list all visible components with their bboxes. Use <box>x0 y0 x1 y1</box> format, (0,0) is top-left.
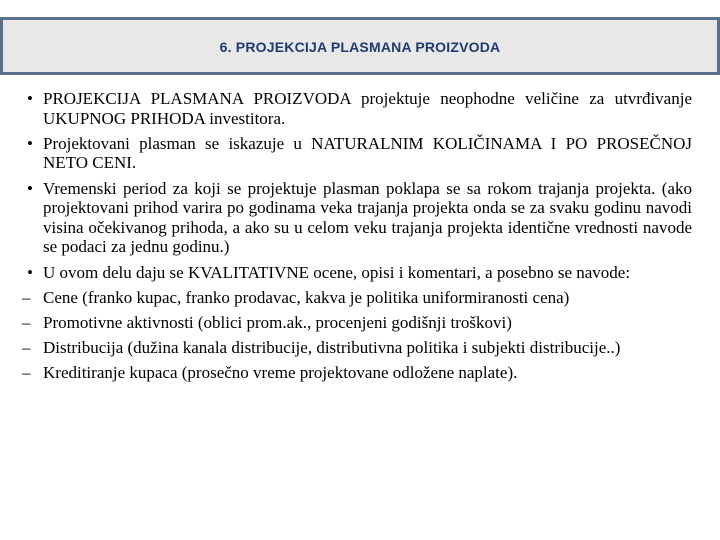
bullet-icon: • <box>27 133 33 153</box>
dash-icon: – <box>22 363 31 383</box>
dash-text: Cene (franko kupac, franko prodavac, kakva je politika uniformiranosti cena) <box>43 287 570 307</box>
dash-icon: – <box>22 287 31 307</box>
slide-title-box <box>0 17 720 75</box>
bullet-item <box>22 134 692 173</box>
bullet-text: U ovom delu daju se KVALITATIVNE ocene, opisi i komentari, a posebno se navode: <box>43 262 631 282</box>
dash-item <box>22 338 692 358</box>
bullet-item <box>22 179 692 257</box>
dash-item <box>22 288 692 308</box>
dash-icon: – <box>22 338 31 358</box>
dash-item <box>22 313 692 333</box>
dash-text: Kreditiranje kupaca (prosečno vreme projektovane odložene naplate). <box>43 363 518 383</box>
slide-content <box>22 89 692 388</box>
bullet-text: PROJEKCIJA PLASMANA PROIZVODA projektuje neophodne veličine za utvrđivanje UKUPNOG PRIHODA investitora. <box>43 89 692 128</box>
bullet-icon: • <box>27 262 33 282</box>
dash-icon: – <box>22 312 31 332</box>
dash-text: Promotivne aktivnosti (oblici prom.ak., procenjeni godišnji troškovi) <box>43 312 512 332</box>
bullet-text: Projektovani plasman se iskazuje u NATURALNIM KOLIČINAMA I PO PROSEČNOJ NETO CENI. <box>43 133 692 173</box>
bullet-item <box>22 263 692 283</box>
dash-item <box>22 363 692 383</box>
bullet-text: Vremenski period za koji se projektuje plasman poklapa se sa rokom trajanja projekta. (ako projektovani prihod varira po godinama veka trajanja projekta onda se za svaku godinu navodi visina očekivanog prihoda, a ako su u celom veku trajanja projekta identične vrednosti navode se podaci za jednu godinu.) <box>43 178 692 257</box>
dash-text: Distribucija (dužina kanala distribucije, distributivna politika i subjekti distribucije..) <box>43 338 621 358</box>
bullet-icon: • <box>27 178 33 198</box>
slide-title: 6. PROJEKCIJA PLASMANA PROIZVODA <box>219 39 501 55</box>
bullet-item <box>22 89 692 128</box>
bullet-icon: • <box>27 89 33 108</box>
